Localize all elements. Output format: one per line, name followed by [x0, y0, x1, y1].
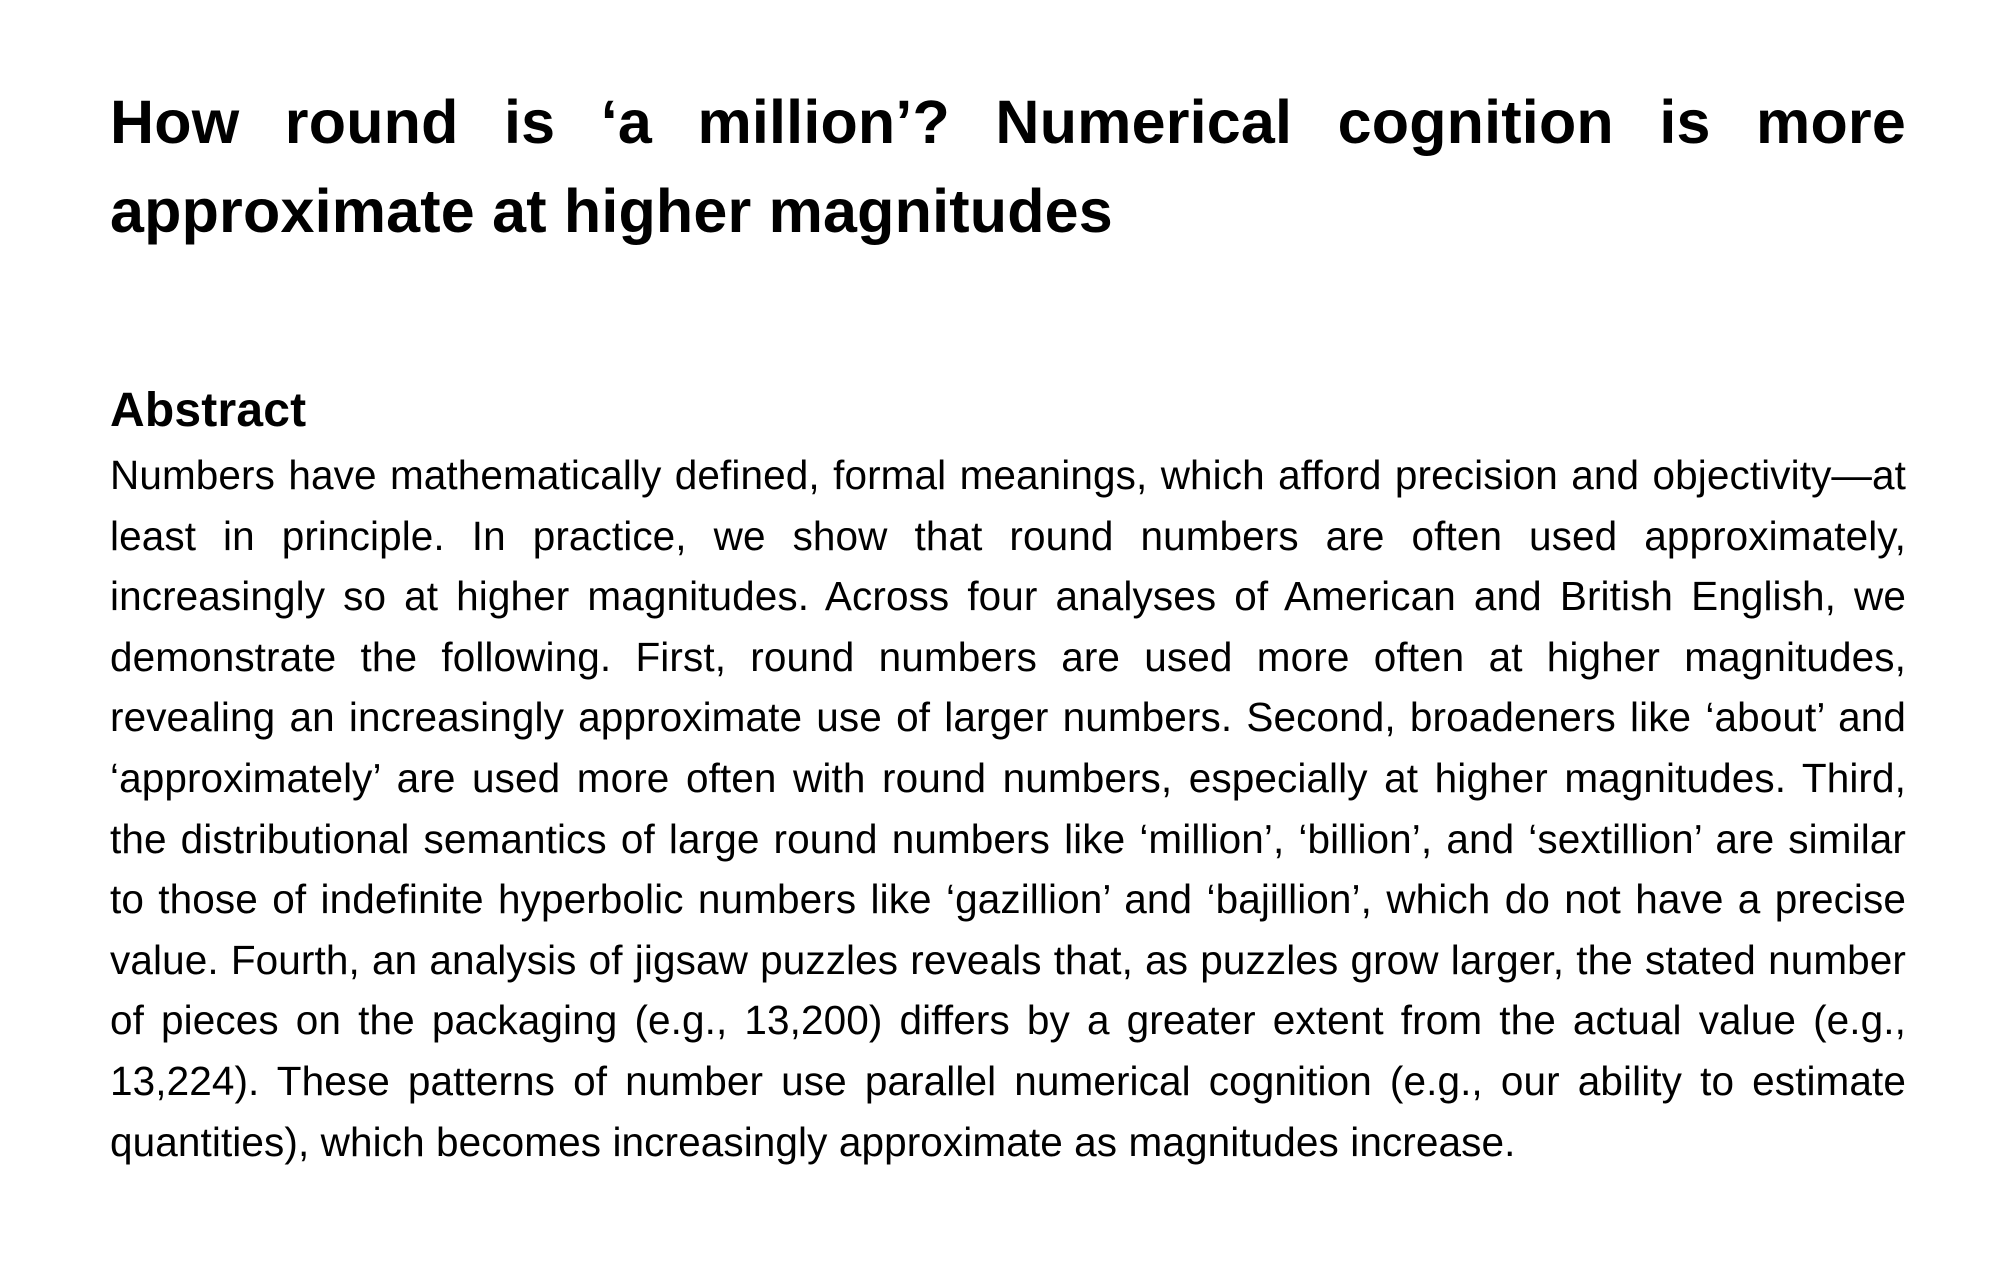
abstract-text: Numbers have mathematically defined, formal meanings, which afford precision and objectivity—at least in principle. In practice, we show that round numbers are often used approximately, increasingly so at higher magnitudes. Across four analyses of American and British English, we demonstrate the following. First, round numbers are used more often at higher magnitudes, revealing an increasingly approximate use of larger numbers. Second, broadeners like ‘about’ and ‘approximately’ are used more often with round numbers, especially at higher magnitudes. Third, the distributional semantics of large round numbers like ‘million’, ‘billion’, and ‘sextillion’ are similar to those of indefinite hyperbolic numbers like ‘gazillion’ and ‘bajillion’, which do not have a precise value. Fourth, an analysis of jigsaw puzzles reveals that, as puzzles grow larger, the stated number of pieces on the packaging (e.g., 13,200) differs by a greater extent from the actual value (e.g., 13,224). These patterns of number use parallel numerical cognition (e.g., our ability to estimate quantities), which becomes increasingly approximate as magnitudes increase. — [110, 452, 1906, 1165]
paper-title: How round is ‘a million’? Numerical cognition is more approximate at higher magnitudes — [110, 88, 1906, 245]
abstract-heading: Abstract — [110, 384, 307, 437]
paper-page — [110, 78, 1906, 1172]
